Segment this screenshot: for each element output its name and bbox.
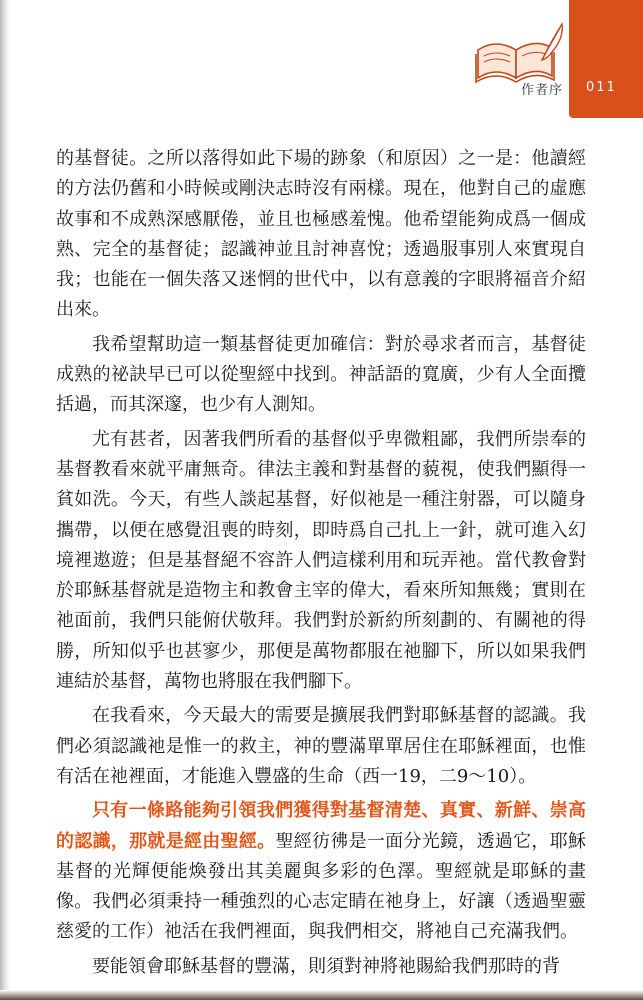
paragraph: 我希望幫助這一類基督徒更加確信：對於尋求者而言，基督徒成熟的祕訣早已可以從聖經中找到。神話語的寬廣，少有人全面攬括過，而其深邃，也少有人測知。: [56, 333, 586, 416]
paragraph: 要能領會耶穌基督的豐滿，則須對神將祂賜給我們那時的背: [92, 955, 560, 977]
paragraph: [56, 796, 586, 947]
paragraph: 的基督徒。之所以落得如此下場的跡象（和原因）之一是：他讀經的方法仍舊和小時候或剛決志時沒有兩樣。現在，他對自己的虛應故事和不成熟深感厭倦，並且也極感羞愧。他希望能夠成爲一個成熟、完全的基督徒；認識神並且討神喜悅；透過服事別人來實現自我；也能在一個失落又迷惘的世代中，以有意義的字眼將福音介紹出來。: [56, 148, 586, 321]
highlighted-sentence: 只有一條路能夠引領我們獲得對基督清楚、真實、新鮮、崇高的認識，那就是經由聖經。: [56, 800, 586, 852]
paragraph: 尤有甚者，因著我們所看的基督似乎卑微粗鄙，我們所崇奉的基督教看來就平庸無奇。律法主義和對基督的藐視，使我們顯得一貧如洗。今天，有些人談起基督，好似祂是一種注射器，可以隨身攜帶，以便在感覺沮喪的時刻，即時爲自己扎上一針，就可進入幻境裡遨遊；但是基督絕不容許人們這樣利用和玩弄祂。當代教會對於耶穌基督就是造物主和教會主宰的偉大，看來所知無幾；實則在祂面前，我們只能俯伏敬拜。我們對於新約所刻劃的、有關祂的得勝，所知似乎也甚寥少，那便是萬物都服在祂腳下，所以如果我們連結於基督，萬物也將服在我們腳下。: [56, 428, 586, 693]
page-left-edge-shadow: [0, 0, 10, 1000]
paragraph: 在我看來，今天最大的需要是擴展我們對耶穌基督的認識。我們必須認識祂是惟一的救主，神的豐滿單單居住在耶穌裡面，也惟有活在祂裡面，才能進入豐盛的生命（西一19，二9～10）。: [56, 705, 586, 787]
corner-tab: [569, 0, 643, 118]
body-text: [56, 144, 586, 986]
paragraph-text: 聖經彷彿是一面分光鏡，透過它，耶穌基督的光輝便能煥發出其美麗與多彩的色澤。聖經就是耶穌的畫像。我們必須秉持一種強烈的心志定睛在祂身上，好讓（透過聖靈慈愛的工作）祂活在我們裡面，與我們相交，將祂自己充滿我們。: [56, 830, 587, 943]
section-label: 作者序: [521, 83, 564, 98]
page-bottom-edge-shadow: [0, 990, 643, 1000]
page-number: 011: [586, 80, 617, 95]
